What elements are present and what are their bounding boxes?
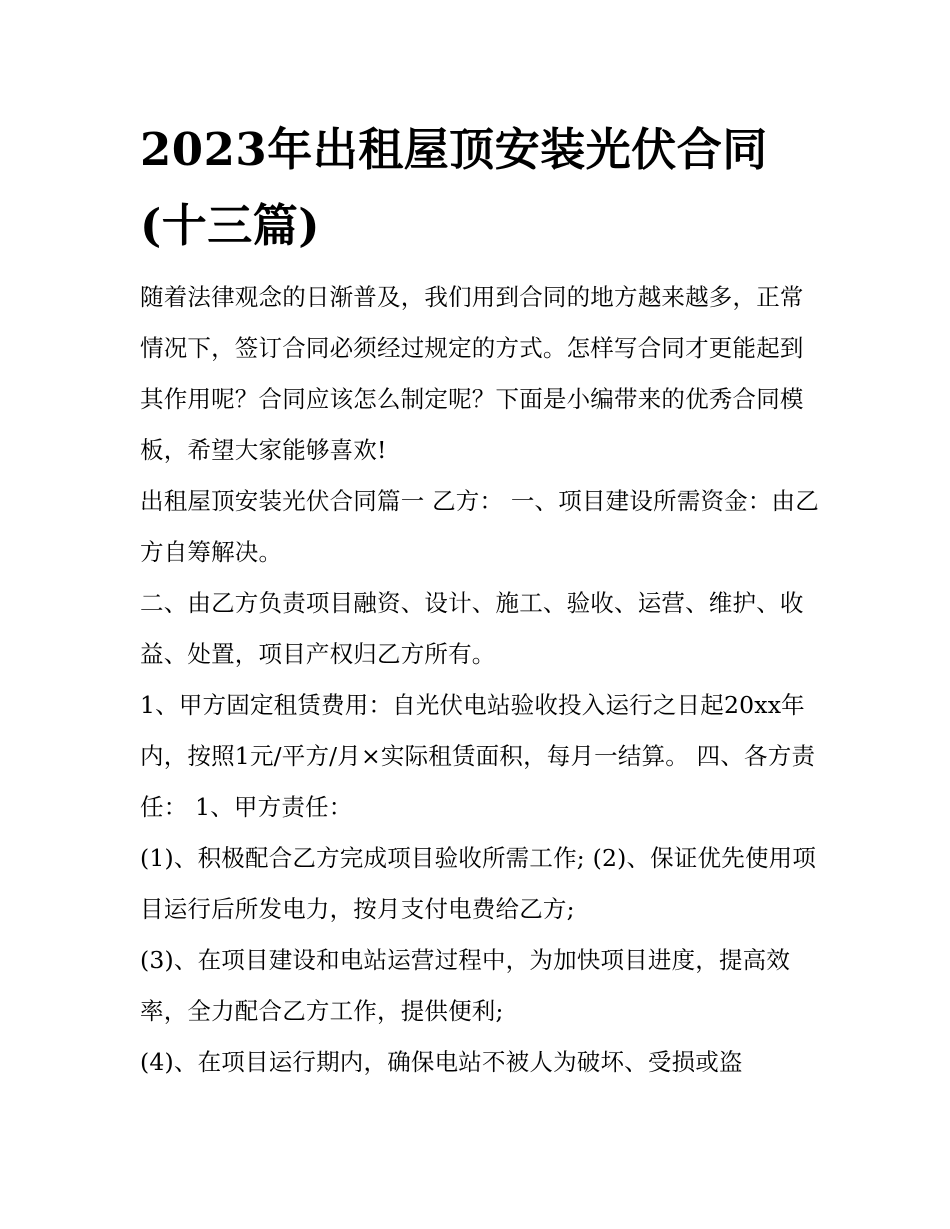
paragraph-duty-4: (4)、在项目运行期内，确保电站不被人为破坏、受损或盗 bbox=[140, 1048, 743, 1076]
paragraph-duty-1-2: (1)、积极配合乙方完成项目验收所需工作; (2)、保证优先使用项目运行后所发电力，按月支付电费给乙方; bbox=[140, 844, 817, 923]
paragraph-duty-3: (3)、在项目建设和电站运营过程中，为加快项目进度，提高效率，全力配合乙方工作，提供便利; bbox=[140, 946, 791, 1025]
paragraph-rent-fee: 1、甲方固定租赁费用：自光伏电站验收投入运行之日起20xx年内，按照1元/平方/月×实际租赁面积，每月一结算。 四、各方责任： 1、甲方责任： bbox=[140, 691, 816, 821]
document-body bbox=[140, 112, 820, 1088]
paragraph-intro: 随着法律观念的日渐普及，我们用到合同的地方越来越多，正常情况下，签订合同必须经过规定的方式。怎样写合同才更能起到其作用呢？合同应该怎么制定呢？下面是小编带来的优秀合同模板，希望大家能够喜欢! bbox=[140, 283, 804, 464]
document-title: 2023年出租屋顶安装光伏合同(十三篇) bbox=[140, 123, 768, 252]
paragraph-section-two: 二、由乙方负责项目融资、设计、施工、验收、运营、维护、收益、处置，项目产权归乙方所有。 bbox=[140, 589, 804, 668]
paragraph-section-one: 出租屋顶安装光伏合同篇一 乙方： 一、项目建设所需资金：由乙方自筹解决。 bbox=[140, 487, 819, 566]
